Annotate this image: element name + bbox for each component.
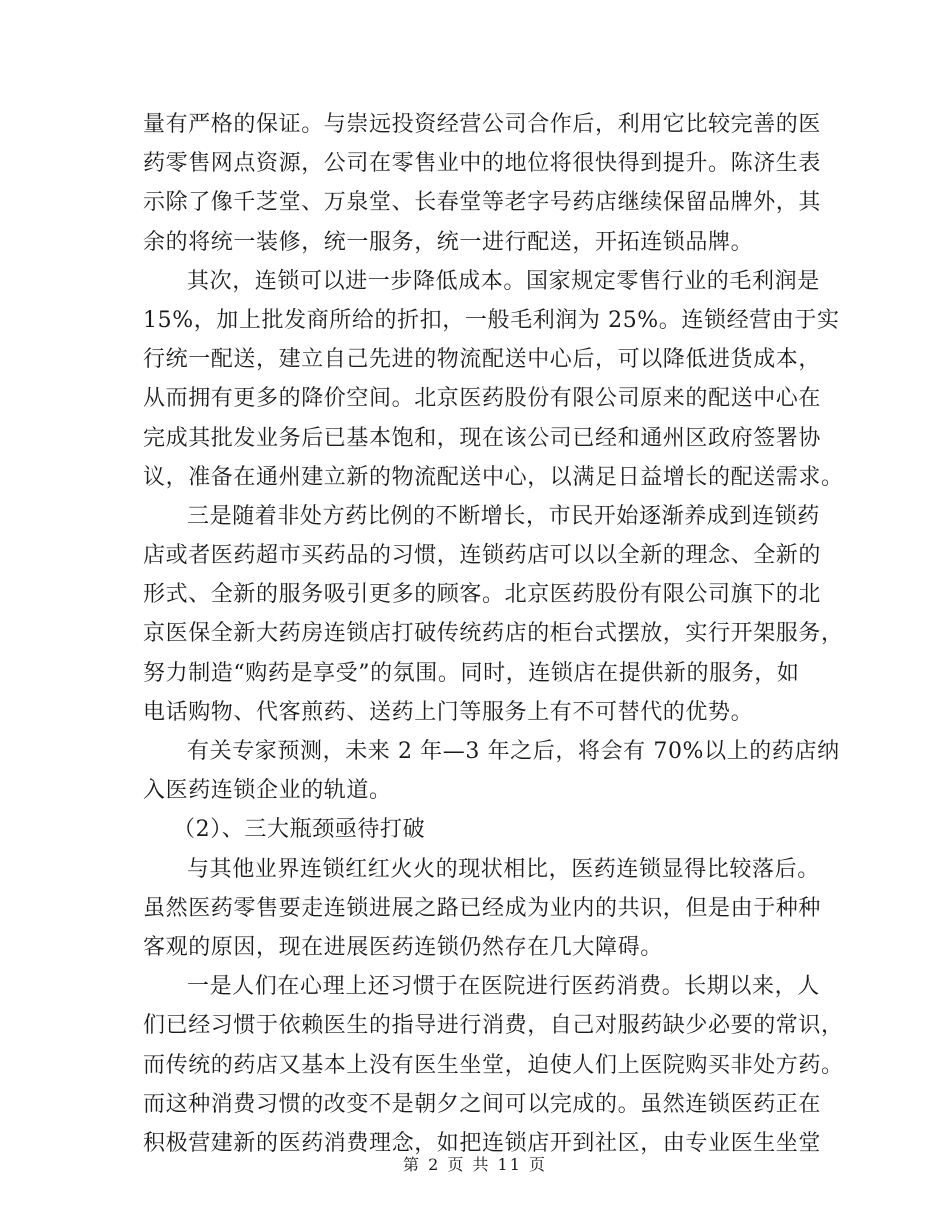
text-line: 们已经习惯于依赖医生的指导进行消费，自己对服药缺少必要的常识， xyxy=(143,1013,844,1039)
text-line: 店或者医药超市买药品的习惯，连锁药店可以以全新的理念、全新的 xyxy=(143,543,822,569)
text-line: 而这种消费习惯的改变不是朝夕之间可以完成的。虽然连锁医药正在 xyxy=(143,1091,822,1117)
text-line: 电话购物、代客煎药、送药上门等服务上有不可替代的优势。 xyxy=(143,699,754,725)
paragraph-start-line: 其次，连锁可以进一步降低成本。国家规定零售行业的毛利润是 xyxy=(187,268,820,294)
text-line: 药零售网点资源，公司在零售业中的地位将很快得到提升。陈济生表 xyxy=(143,151,822,177)
paragraph-start-line: 与其他业界连锁红红火火的现状相比，医药连锁显得比较落后。 xyxy=(187,856,820,882)
text-line: 而传统的药店又基本上没有医生坐堂，迫使人们上医院购买非处方药。 xyxy=(143,1052,844,1078)
text-line: 客观的原因，现在进展医药连锁仍然存在几大障碍。 xyxy=(143,934,663,960)
text-line: 示除了像千芝堂、万泉堂、长春堂等老字号药店继续保留品牌外，其 xyxy=(143,190,822,216)
paragraph-start-line: 一是人们在心理上还习惯于在医院进行医药消费。长期以来，人 xyxy=(187,974,820,1000)
page-number-footer: 第 2 页 共 11 页 xyxy=(403,1155,547,1174)
text-line: 从而拥有更多的降价空间。北京医药股份有限公司原来的配送中心在 xyxy=(143,386,822,412)
text-line: 努力制造“购药是享受”的氛围。同时，连锁店在提供新的服务，如 xyxy=(143,660,800,686)
text-line: 量有严格的保证。与崇远投资经营公司合作后，利用它比较完善的医 xyxy=(143,112,822,137)
text-line: 余的将统一装修，统一服务，统一进行配送，开拓连锁品牌。 xyxy=(143,229,754,255)
text-line: 形式、全新的服务吸引更多的顾客。北京医药股份有限公司旗下的北 xyxy=(143,582,822,608)
text-line: 行统一配送，建立自己先进的物流配送中心后，可以降低进货成本， xyxy=(143,347,822,373)
section-heading: （2）、三大瓶颈亟待打破 xyxy=(173,817,426,843)
paragraph-start-line: 有关专家预测，未来 2 年—3 年之后，将会有 70%以上的药店纳 xyxy=(187,739,840,764)
text-line: 议，准备在通州建立新的物流配送中心，以满足日益增长的配送需求。 xyxy=(143,464,844,490)
text-line: 积极营建新的医药消费理念，如把连锁店开到社区，由专业医生坐堂 xyxy=(143,1130,822,1156)
text-line: 入医药连锁企业的轨道。 xyxy=(143,778,392,804)
body-text xyxy=(143,105,844,1163)
text-line: 15%，加上批发商所给的折扣，一般毛利润为 25%。连锁经营由于实 xyxy=(143,307,840,333)
text-line: 虽然医药零售要走连锁进展之路已经成为业内的共识，但是由于种种 xyxy=(143,895,822,921)
text-line: 完成其批发业务后已基本饱和，现在该公司已经和通州区政府签署协 xyxy=(143,425,822,451)
text-line: 京医保全新大药房连锁店打破传统药店的柜台式摆放，实行开架服务， xyxy=(143,621,844,647)
paragraph-start-line: 三是随着非处方药比例的不断增长，市民开始逐渐养成到连锁药 xyxy=(187,503,820,529)
